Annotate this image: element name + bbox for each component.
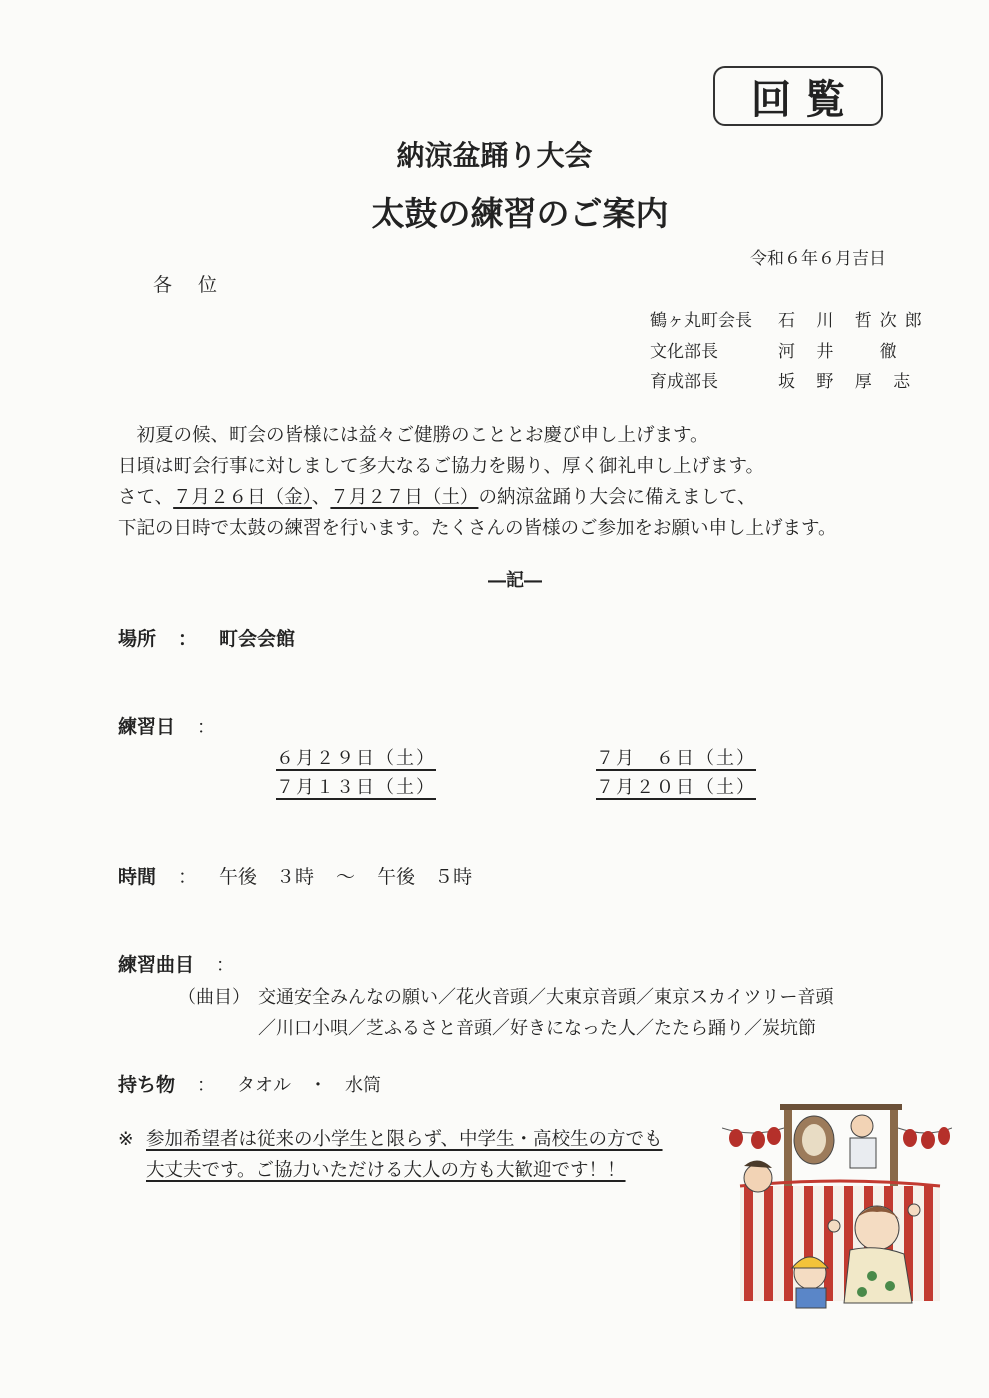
items-row <box>118 1070 381 1097</box>
time-end: 午後 ５時 <box>377 866 473 888</box>
practice-date: ７月 ６日（土） <box>596 748 756 769</box>
event-title: 納涼盆踊り大会 <box>396 139 593 172</box>
note-line-1: 参加希望者は従来の小学生と限らず、中学生・高校生の方でも <box>146 1129 663 1150</box>
colon: ： <box>178 866 198 888</box>
note-mark: ※ <box>118 1129 134 1150</box>
stage-curtain <box>740 1181 940 1301</box>
colon: ： <box>216 955 235 976</box>
body-text: 、 <box>311 487 331 508</box>
dancer-head <box>744 1164 772 1192</box>
place-label: 場所 <box>118 628 157 650</box>
sender-row <box>650 337 905 362</box>
body-line-3 <box>118 482 756 514</box>
items-label: 持ち物 <box>118 1074 176 1096</box>
time-start: 午後 ３時 <box>219 866 315 888</box>
colon: ： <box>197 1075 216 1096</box>
songs-row <box>118 950 256 977</box>
tower-post <box>784 1106 792 1186</box>
drummer-body <box>850 1138 876 1168</box>
festival-date-1: ７月２６日（金） <box>173 487 312 508</box>
sender-name: 坂 野 厚 志 <box>778 372 919 392</box>
addressee: 各位 <box>153 274 244 296</box>
songs-list: 交通安全みんなの願い／花火音頭／大東京音頭／東京スカイツリー音頭 <box>258 987 834 1008</box>
sender-role: 文化部長 <box>650 342 718 362</box>
drummer-head <box>851 1115 873 1137</box>
time-label: 時間 <box>118 866 157 888</box>
colon: ： <box>178 628 198 650</box>
body-line-4: 下記の日時で太鼓の練習を行います。たくさんの皆様のご参加をお願い申し上げます。 <box>118 518 837 539</box>
body-line-1: 初夏の候、町会の皆様には益々ご健勝のこととお慶び申し上げます。 <box>118 425 709 446</box>
circulation-stamp: 回覧 <box>713 66 883 126</box>
practice-days-label: 練習日 <box>118 716 176 738</box>
time-row <box>118 862 472 889</box>
items-value: タオル ・ 水筒 <box>237 1075 382 1096</box>
festival-date-2: ７月２７日（土） <box>330 487 479 508</box>
songs-label: 練習曲目 <box>118 954 195 976</box>
lanterns <box>729 1127 950 1149</box>
bon-odori-illustration <box>722 1098 952 1310</box>
practice-date: ７月１３日（土） <box>276 777 436 798</box>
time-tilde: ～ <box>336 866 356 888</box>
sender-role: 鶴ヶ丸町会長 <box>650 311 752 331</box>
sender-name: 河 井 徹 <box>778 342 905 362</box>
body-text: の納涼盆踊り大会に備えまして、 <box>478 487 756 508</box>
practice-date: ６月２９日（土） <box>276 748 436 769</box>
girl-yukata <box>844 1248 912 1303</box>
songs-prefix: （曲目） <box>178 987 250 1008</box>
note <box>118 1124 663 1186</box>
tower-beam <box>780 1104 902 1110</box>
songs-line-1 <box>178 983 833 1009</box>
body-text: さて、 <box>118 487 174 508</box>
place-row <box>118 624 295 651</box>
tower-post <box>890 1106 898 1186</box>
note-line-2: 大丈夫です。ご協力いただける大人の方も大歓迎です！！ <box>146 1160 626 1181</box>
sender-name: 石 川 哲次郎 <box>778 311 930 331</box>
ki-heading: ―記― <box>488 570 542 591</box>
practice-days-row <box>118 712 237 739</box>
sender-row <box>650 367 918 392</box>
sender-role: 育成部長 <box>650 372 718 392</box>
issue-date: 令和６年６月吉日 <box>750 249 886 269</box>
colon: ： <box>197 717 216 738</box>
page-title: 太鼓の練習のご案内 <box>371 194 669 233</box>
practice-date: ７月２０日（土） <box>596 777 756 798</box>
place-value: 町会会館 <box>219 628 296 650</box>
sender-row <box>650 306 930 331</box>
songs-line-2: ／川口小唄／芝ふるさと音頭／好きになった人／たたら踊り／炭坑節 <box>258 1018 816 1039</box>
body-line-2: 日頃は町会行事に対しまして多大なるご協力を賜り、厚く御礼申し上げます。 <box>118 456 765 477</box>
